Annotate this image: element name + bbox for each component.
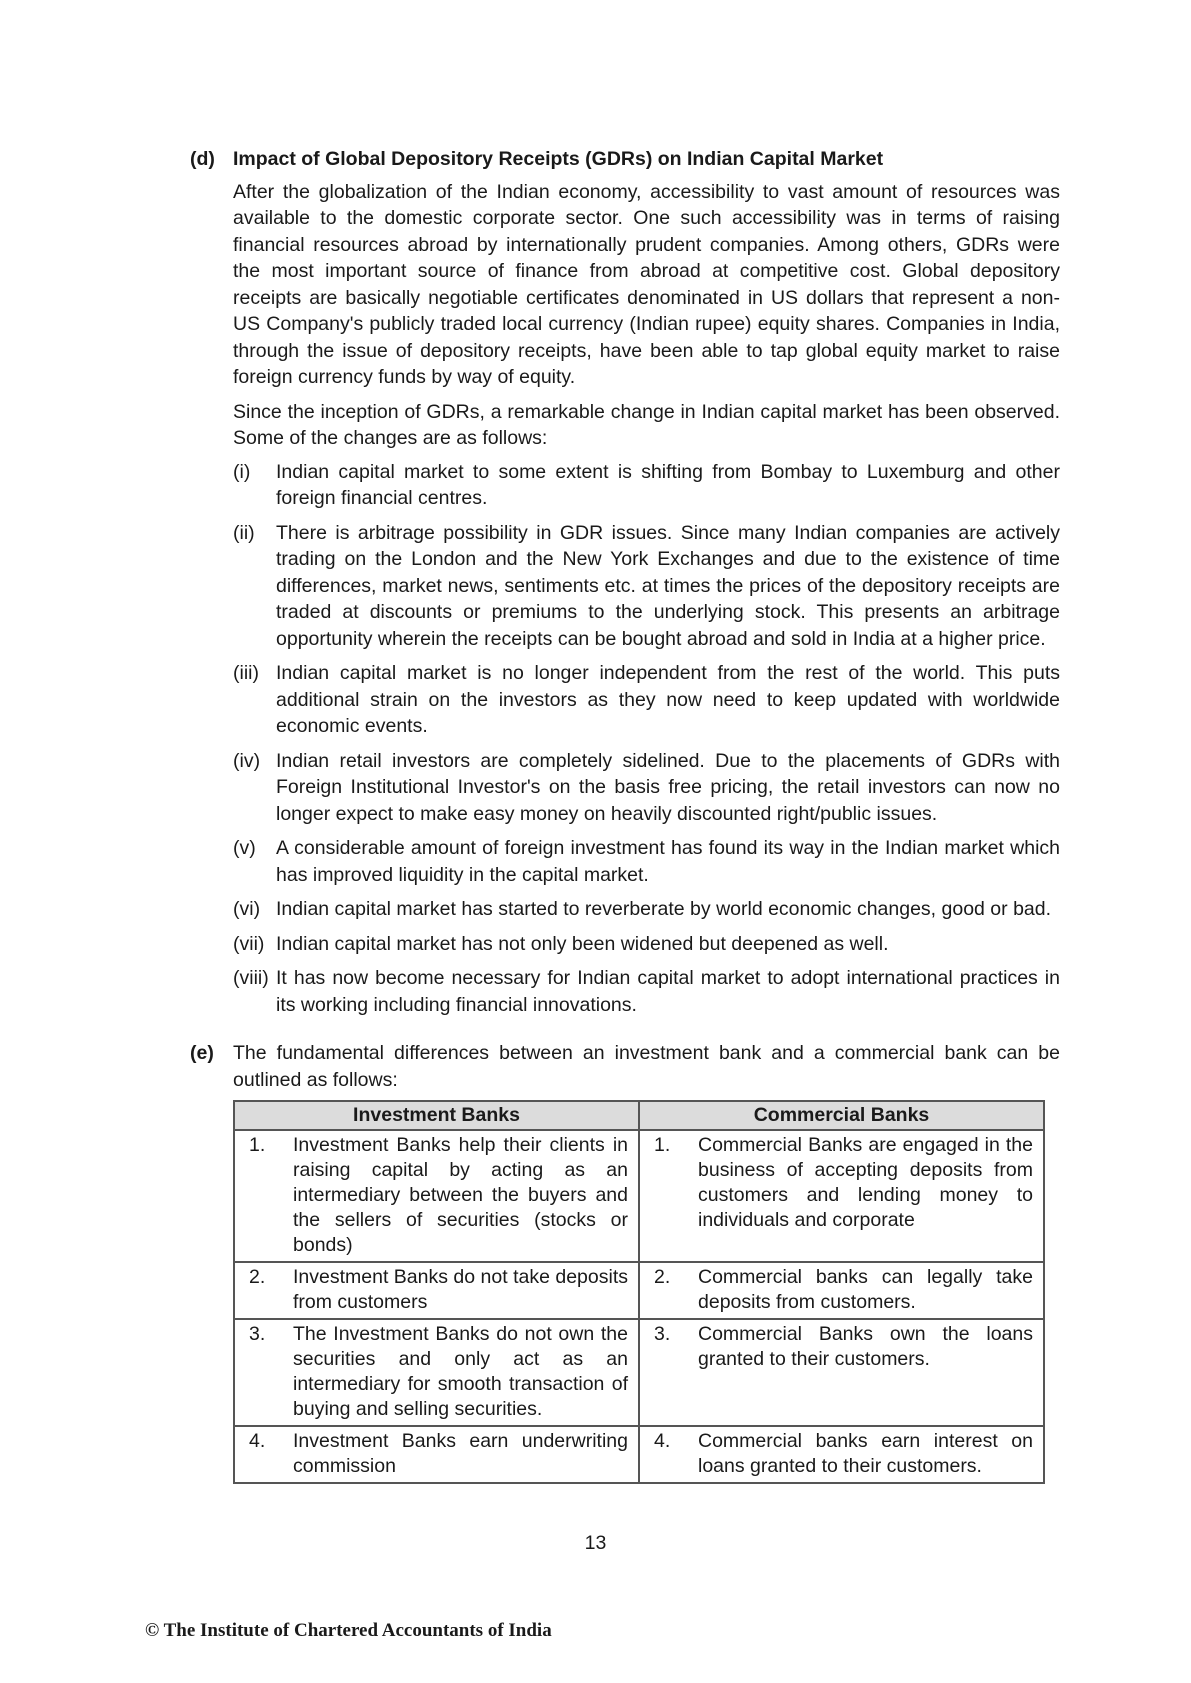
row-number: 3. [654, 1323, 671, 1345]
list-item-text: Indian capital market has started to reverberate by world economic changes, good or bad. [276, 898, 1052, 920]
copyright-footer: © The Institute of Chartered Accountants of India [145, 1620, 552, 1641]
list-item-number: (viii) [233, 967, 269, 989]
column-header-commercial: Commercial Banks [639, 1101, 1044, 1130]
list-item [233, 835, 1060, 888]
list-item-number: (vi) [233, 898, 261, 920]
section-d-label: (d) [190, 148, 215, 170]
row-number: 2. [654, 1266, 671, 1288]
table-row [234, 1319, 1044, 1426]
page-number: 13 [584, 1532, 607, 1554]
section-e-label: (e) [190, 1042, 214, 1064]
investment-cell [234, 1426, 639, 1483]
table-row [234, 1426, 1044, 1483]
commercial-cell [639, 1130, 1044, 1262]
row-number: 4. [654, 1430, 671, 1452]
list-item-number: (vii) [233, 932, 265, 955]
investment-cell [234, 1262, 639, 1319]
list-item [233, 965, 1060, 1018]
list-item [233, 896, 1060, 923]
list-item [233, 459, 1060, 512]
section-e [190, 1040, 1060, 1484]
table-header-row [234, 1101, 1044, 1130]
investment-cell [234, 1319, 639, 1426]
list-item-text: Indian capital market is no longer independent from the rest of the world. This puts additional strain on the investors as they now need to keep updated with worldwide economic events. [276, 662, 1060, 737]
list-item-text: There is arbitrage possibility in GDR issues. Since many Indian companies are actively trading on the London and the New York Exchanges and due to the existence of time differences, market news, sentiments etc. at times the prices of the depository receipts are traded at discounts or premiums to the underlying stock. This presents an arbitrage opportunity wherein the receipts can be bought abroad and sold in India at a higher price. [276, 521, 1060, 650]
section-d [190, 146, 1060, 1026]
commercial-cell [639, 1319, 1044, 1426]
investment-cell [234, 1130, 639, 1262]
row-number: 4. [249, 1430, 266, 1452]
list-item-number: (iii) [233, 662, 259, 684]
commercial-cell [639, 1262, 1044, 1319]
list-item [233, 660, 1060, 740]
list-item-text: Indian capital market has not only been widened but deepened as well. [276, 932, 889, 955]
row-number: 2. [249, 1266, 266, 1288]
gdr-changes-list [233, 459, 1060, 1019]
list-item [233, 931, 1060, 958]
cell-text: Commercial banks earn interest on loans granted to their customers. [698, 1430, 1033, 1477]
section-d-paragraph-2: Since the inception of GDRs, a remarkable change in Indian capital market has been observed. Some of the changes are as follows: [233, 400, 1060, 449]
list-item-number: (iv) [233, 749, 261, 772]
column-header-investment: Investment Banks [234, 1101, 639, 1130]
list-item-text: A considerable amount of foreign investment has found its way in the Indian market which has improved liquidity in the capital market. [276, 837, 1060, 886]
list-item-text: Indian retail investors are completely sidelined. Due to the placements of GDRs with Foreign Institutional Investor's on the basis free pricing, the retail investors can now no longer expect to make easy money on heavily discounted right/public issues. [276, 749, 1060, 825]
section-e-intro: The fundamental differences between an investment bank and a commercial bank can be outlined as follows: [233, 1042, 1060, 1091]
row-number: 3. [249, 1323, 266, 1345]
cell-text: Investment Banks help their clients in raising capital by acting as an intermediary between the buyers and the sellers of securities (stocks or bonds) [293, 1134, 628, 1256]
list-item-number: (ii) [233, 521, 255, 544]
cell-text: Investment Banks do not take deposits from customers [293, 1266, 628, 1313]
list-item-number: (i) [233, 460, 251, 483]
list-item [233, 748, 1060, 828]
commercial-cell [639, 1426, 1044, 1483]
cell-text: The Investment Banks do not own the securities and only act as an intermediary for smooth transaction of buying and selling securities. [293, 1323, 628, 1420]
table-row [234, 1130, 1044, 1262]
section-d-body [233, 146, 1060, 1018]
cell-text: Commercial Banks own the loans granted to their customers. [698, 1323, 1033, 1370]
section-d-paragraph-1: After the globalization of the Indian economy, accessibility to vast amount of resources was available to the domestic corporate sector. One such accessibility was in terms of raising financial resources abroad by internationally prudent companies. Among others, GDRs were the most important source of finance from abroad at competitive cost. Global depository receipts are basically negotiable certificates denominated in US dollars that represent a non- US Company's publicly traded local currency (Indian rupee) equity shares. Companies in India, through the issue of depository receipts, have been able to tap global equity market to raise foreign currency funds by way of equity. [233, 180, 1060, 388]
cell-text: Investment Banks earn underwriting commission [293, 1430, 628, 1477]
section-d-heading: Impact of Global Depository Receipts (GDRs) on Indian Capital Market [233, 148, 884, 170]
row-number: 1. [249, 1134, 266, 1156]
row-number: 1. [654, 1134, 671, 1156]
list-item-number: (v) [233, 837, 256, 859]
section-e-body [233, 1040, 1060, 1484]
list-item-text: It has now become necessary for Indian capital market to adopt international practices in its working including financial innovations. [276, 967, 1060, 1016]
cell-text: Commercial Banks are engaged in the business of accepting deposits from customers and lending money to individuals and corporate [698, 1134, 1033, 1231]
table-row [234, 1262, 1044, 1319]
list-item-text: Indian capital market to some extent is shifting from Bombay to Luxemburg and other foreign financial centres. [276, 460, 1060, 509]
bank-comparison-table [233, 1100, 1045, 1484]
list-item [233, 520, 1060, 653]
cell-text: Commercial banks can legally take deposits from customers. [698, 1266, 1033, 1313]
